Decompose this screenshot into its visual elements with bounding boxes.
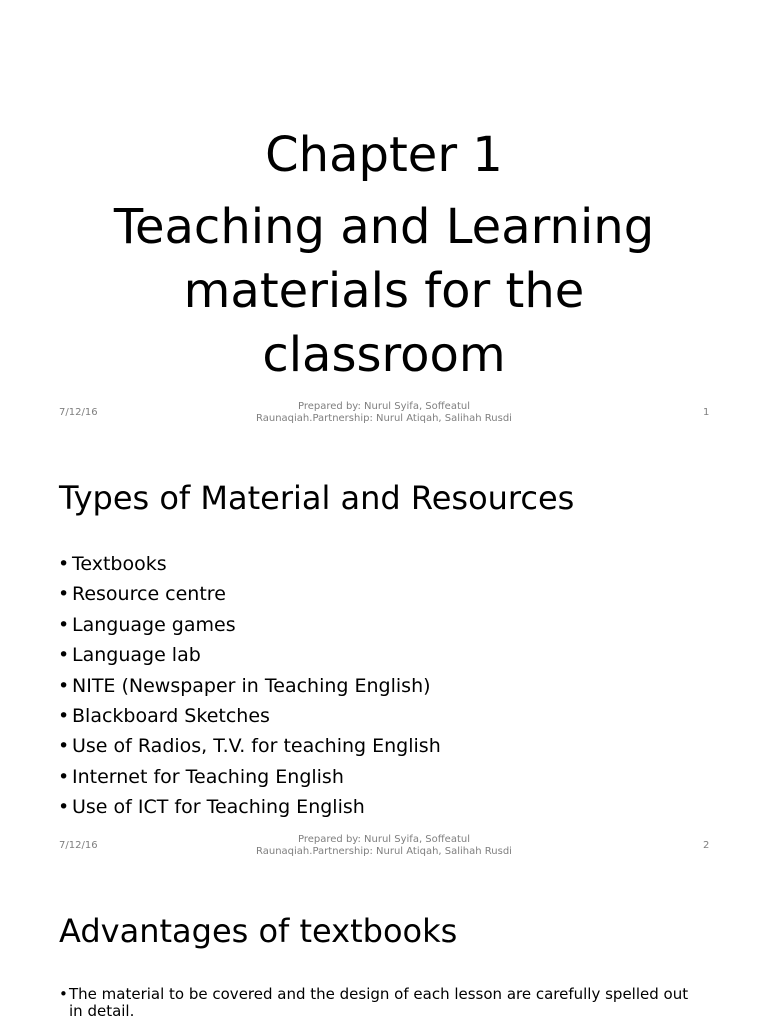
footer-date: 7/12/16 xyxy=(59,407,98,418)
list-item: • NITE (Newspaper in Teaching English) xyxy=(58,674,431,697)
list-item: • Language lab xyxy=(58,644,201,667)
slide-2-heading: Types of Material and Resources xyxy=(59,479,575,517)
footer-page-number: 2 xyxy=(703,840,710,851)
list-item: • Internet for Teaching English xyxy=(58,765,344,788)
list-item: • Resource centre xyxy=(58,583,226,606)
list-item: • Blackboard Sketches xyxy=(58,705,270,728)
main-title-line: Teaching and Learning xyxy=(113,199,655,255)
slide-3-heading: Advantages of textbooks xyxy=(59,912,458,950)
footer-date: 7/12/16 xyxy=(59,840,98,851)
chapter-title: Chapter 1 xyxy=(265,127,503,183)
list-item: • Language games xyxy=(58,613,236,636)
footer-credit-line: Raunaqiah.Partnership: Nurul Atiqah, Salihah Rusdi xyxy=(256,413,512,424)
footer-credit xyxy=(184,834,584,858)
footer-page-number: 1 xyxy=(703,407,710,418)
footer-credit-line: Prepared by: Nurul Syifa, Soffeatul xyxy=(298,401,470,412)
list-item: • Use of Radios, T.V. for teaching English xyxy=(58,735,441,758)
main-title-line: classroom xyxy=(262,327,506,383)
footer-credit-line: Raunaqiah.Partnership: Nurul Atiqah, Salihah Rusdi xyxy=(256,846,512,857)
footer-credit xyxy=(184,401,584,425)
main-title-line: materials for the xyxy=(183,263,585,319)
footer-credit-line: Prepared by: Nurul Syifa, Soffeatul xyxy=(298,834,470,845)
list-item: • The material to be covered and the design of each lesson are carefully spelled out in detail. xyxy=(59,985,689,1020)
slide-1-title-block xyxy=(0,127,768,387)
list-item: • Use of ICT for Teaching English xyxy=(58,796,365,819)
list-item: • Textbooks xyxy=(58,553,167,575)
main-title xyxy=(0,195,768,387)
materials-list xyxy=(58,549,441,823)
advantages-list xyxy=(59,986,699,1020)
